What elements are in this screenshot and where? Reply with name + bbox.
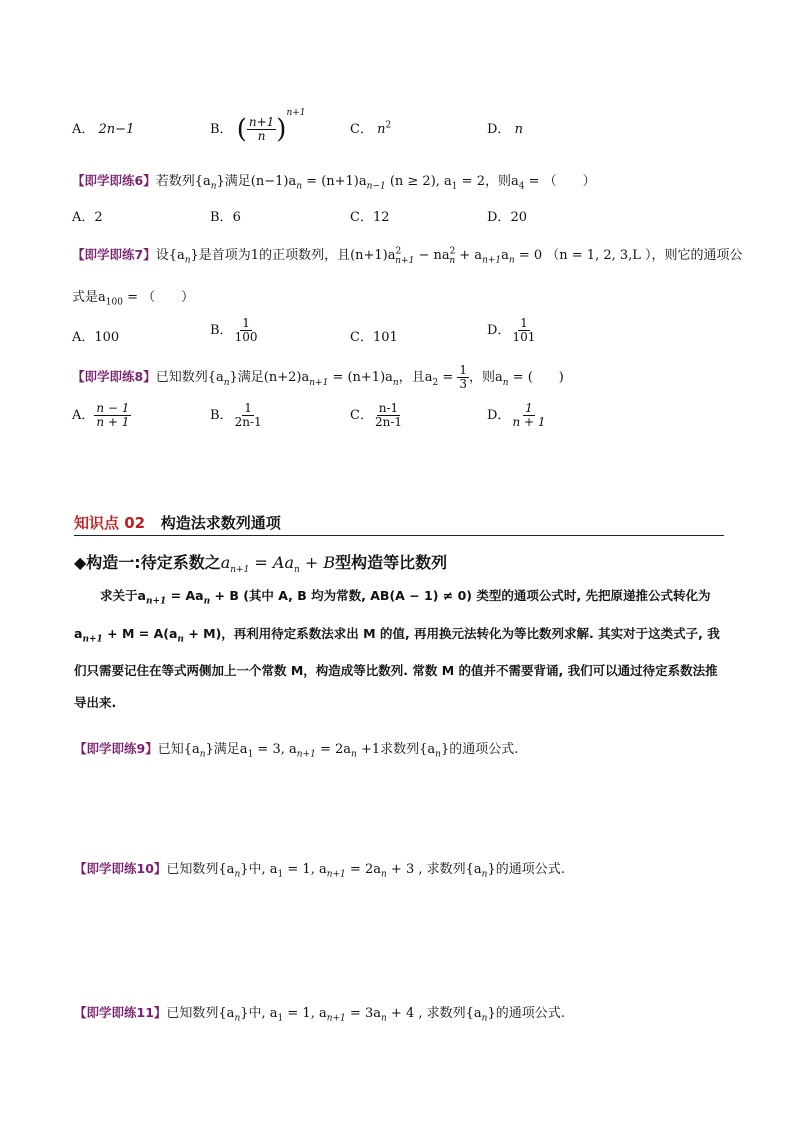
question-9: 【即学即练9】已知$\{a_n\}$满足$a_1 = 3$, $a_{n+1} = 2a_n +1$求数列$\{a_n\}$的通项公式. xyxy=(74,741,519,760)
q7-option-c: C．101 xyxy=(350,330,398,345)
option-d: D． n xyxy=(487,122,523,137)
q8-option-a: A． $\frac{n - 1}{n + 1}$ xyxy=(72,401,130,430)
section-heading: 知识点 02 构造法求数列通项 xyxy=(74,514,281,532)
q8-option-b: B． $\frac{1}{2n-1}$ xyxy=(210,401,262,430)
section-divider xyxy=(74,535,724,536)
q6-option-a: A．2 xyxy=(72,210,103,225)
explanation-paragraph: 求关于$a_{n+1} = Aa_n + B$ (其中 A, B 均为常数, AB(A − 1) ≠ 0) 类型的通项公式时, 先把原递推公式转化为$a_{n+1} + M = A(a_n + M)$，再利用待定系数法求出 M 的值, 再用换元法转化为等比数列求解. 其实对于这类式子, 我们只需要记住在等式两侧加上一个常数 M，构造成等比数列. 常数 M 的值并不需要背诵, 我们可以通过待定系数法推导出来. xyxy=(74,588,720,710)
subheading-construction-1: ◆构造一:待定系数之$a_{n+1} = Aa_n + B$型构造等比数列 xyxy=(74,553,448,576)
question-11: 【即学即练11】已知数列$\{a_n\}$中, $a_1 = 1$, $a_{n+1} = 3a_n + 4$ , 求数列$\{a_n\}$的通项公式. xyxy=(74,1005,565,1024)
option-b: B． ( $\frac{n+1}{n}$ )$^{n+1}$ xyxy=(210,108,306,145)
question-8: 【即学即练8】已知数列$\{a_n\}$满足$(n+2)a_{n+1} = (n+1)a_n$，且$a_2$ = $\frac{1}{3}$ ，则$a_n$ = ( ) xyxy=(72,363,564,392)
q7-option-a: A．100 xyxy=(72,330,120,345)
question-7-line2: 式是$a_{100}$ = （ ） xyxy=(72,290,195,308)
option-a: A． 2n−1 xyxy=(72,122,135,137)
q6-option-b: B．6 xyxy=(210,210,241,225)
option-c: C． $n^2$ xyxy=(350,120,392,137)
fraction: $\frac{n+1}{n}$ xyxy=(248,114,275,143)
q7-option-d: D． $\frac{1}{101}$ xyxy=(487,316,536,345)
question-6: 【即学即练6】若数列$\{a_n\}$满足$(n-1)a_n = (n+1)a_{n-1}$ (n ≥ 2), $a_1 = 2$，则$a_4$ = （ ） xyxy=(72,173,596,192)
q7-option-b: B． $\frac{1}{100}$ xyxy=(210,316,258,345)
q6-option-d: D．20 xyxy=(487,210,527,225)
question-7-line1: 【即学即练7】设$\{a_n\}$是首项为1的正项数列，且$(n+1)a^2_{n+1} - na^2_n + a_{n+1}a_n = 0$ （n = 1, 2, 3,L ），则它的通项公 xyxy=(72,246,743,266)
q8-option-c: C． $\frac{n-1}{2n-1}$ xyxy=(350,401,403,430)
q6-option-c: C．12 xyxy=(350,210,390,225)
q8-option-d: D． $\frac{1}{n + 1}$ xyxy=(487,401,546,430)
question-10: 【即学即练10】已知数列$\{a_n\}$中, $a_1 = 1$, $a_{n+1} = 2a_n + 3$ , 求数列$\{a_n\}$的通项公式. xyxy=(74,861,565,880)
